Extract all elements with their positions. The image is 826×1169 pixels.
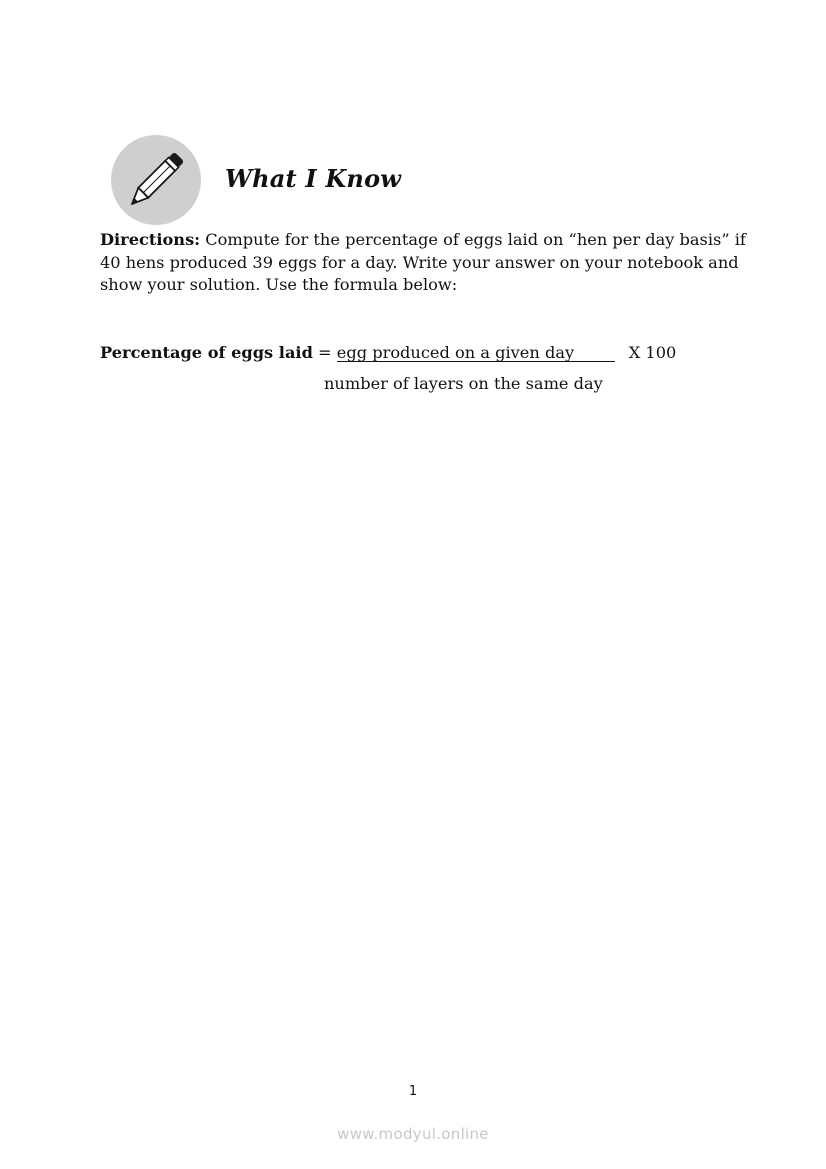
- directions-line-2: 40 hens produced 39 eggs for a day. Write your answer on your notebook and: [100, 252, 739, 272]
- directions-line-1: [100, 229, 746, 252]
- activity-icon-badge: [111, 135, 201, 225]
- directions-text-1: Compute for the percentage of eggs laid on “hen per day basis” if: [200, 230, 746, 249]
- formula-equals: =: [312, 343, 337, 362]
- directions-label: Directions:: [100, 230, 201, 249]
- formula-numerator: egg produced on a given day: [337, 344, 615, 362]
- directions-line-3: show your solution. Use the formula below:: [100, 275, 458, 294]
- formula-label: Percentage of eggs laid: [100, 343, 313, 362]
- page-number: 1: [408, 1084, 418, 1099]
- directions-paragraph: [100, 229, 746, 297]
- formula-multiplier: X 100: [628, 343, 677, 362]
- formula-denominator: number of layers on the same day: [324, 374, 603, 393]
- watermark: www.modyul.online: [337, 1125, 489, 1143]
- section-title: What I Know: [225, 164, 402, 193]
- pencil-icon: [111, 135, 201, 225]
- formula: [100, 342, 676, 364]
